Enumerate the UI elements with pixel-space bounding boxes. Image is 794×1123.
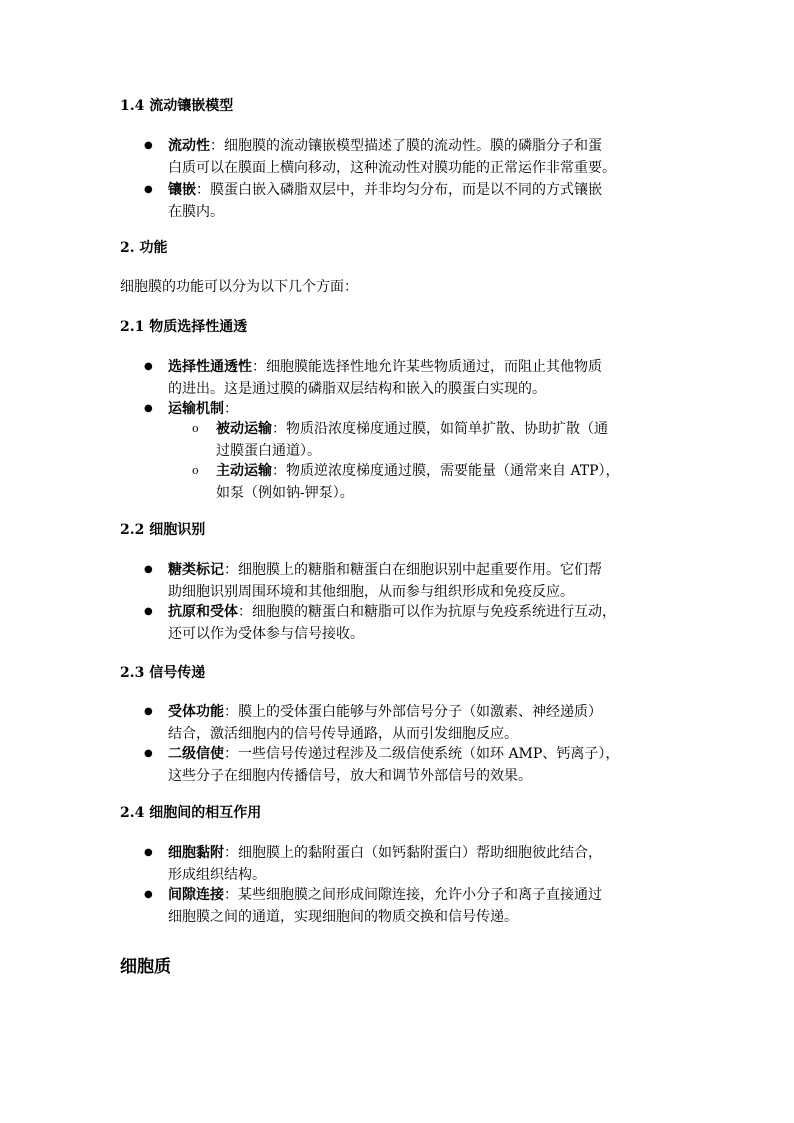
- list-item-term: 受体功能: [168, 704, 224, 720]
- sub-list-item-line: [216, 418, 706, 440]
- term-separator: ：: [252, 359, 266, 375]
- bullet-icon: ●: [144, 706, 153, 717]
- bullet-icon: ●: [144, 361, 153, 372]
- bullet-icon: ●: [144, 403, 153, 414]
- list-item-line: [168, 179, 698, 201]
- list-item-text: 细胞膜的糖蛋白和糖脂可以作为抗原与免疫系统进行互动，: [252, 604, 616, 620]
- sub-list-item-term: 被动运输: [216, 421, 272, 437]
- list-item: [168, 356, 698, 400]
- sub-list-item-text: 如泵（例如钠-钾泵）。: [216, 485, 354, 501]
- bullet-icon: ●: [144, 748, 153, 759]
- section-heading-2-1: 2.1 物质选择性通透: [120, 319, 248, 335]
- term-separator: ：: [238, 604, 252, 620]
- list-item-line: [168, 398, 698, 420]
- list-item: [168, 743, 698, 787]
- sub-bullet-icon: o: [192, 422, 199, 435]
- sub-list-item: [216, 460, 706, 504]
- list-item-term: 细胞黏附: [168, 845, 224, 861]
- term-separator: ：: [224, 746, 238, 762]
- bullet-icon: ●: [144, 140, 153, 151]
- list-item-text: 助细胞识别周围环境和其他细胞，从而参与组织形成和免疫反应。: [168, 584, 574, 600]
- list-item-text: 的进出。这是通过膜的磷脂双层结构和嵌入的膜蛋白实现的。: [168, 381, 546, 397]
- list-item-term: 二级信使: [168, 746, 224, 762]
- sub-list-item-text: 物质逆浓度梯度通过膜，需要能量（通常来自 ATP），: [286, 463, 620, 479]
- section-heading-2: 2. 功能: [120, 240, 168, 256]
- term-separator: ：: [224, 401, 238, 417]
- section-heading-1-4: 1.4 流动镶嵌模型: [120, 98, 234, 114]
- list-item-term: 流动性: [168, 138, 210, 154]
- list-item-term: 运输机制: [168, 401, 224, 417]
- list-item-term: 抗原和受体: [168, 604, 238, 620]
- list-item-term: 镶嵌: [168, 182, 196, 198]
- term-separator: ：: [224, 562, 238, 578]
- sub-list-item: [216, 418, 706, 462]
- list-item-text: 细胞膜上的糖脂和糖蛋白在细胞识别中起重要作用。它们帮: [238, 562, 602, 578]
- list-item-text: 一些信号传递过程涉及二级信使系统（如环 AMP、钙离子），: [238, 746, 620, 762]
- list-item-line: [168, 884, 698, 906]
- list-item-term: 糖类标记: [168, 562, 224, 578]
- list-item-line: [168, 701, 698, 723]
- bullet-icon: ●: [144, 184, 153, 195]
- sub-list-item-term: 主动运输: [216, 463, 272, 479]
- list-item-text: 形成组织结构。: [168, 867, 266, 883]
- sub-list-item-text: 物质沿浓度梯度通过膜，如简单扩散、协助扩散（通: [286, 421, 608, 437]
- bullet-icon: ●: [144, 564, 153, 575]
- list-item-line: [168, 559, 698, 581]
- section-heading-2-2: 2.2 细胞识别: [120, 522, 206, 538]
- list-item-text: 细胞膜能选择性地允许某些物质通过，而阻止其他物质: [266, 359, 602, 375]
- term-separator: ：: [224, 704, 238, 720]
- list-item-term: 选择性通透性: [168, 359, 252, 375]
- bullet-icon: ●: [144, 889, 153, 900]
- section-heading-2-3: 2.3 信号传递: [120, 665, 206, 681]
- section-heading-2-4: 2.4 细胞间的相互作用: [120, 805, 262, 821]
- list-item-text: 在膜内。: [168, 204, 224, 220]
- list-item: [168, 842, 698, 886]
- list-item: [168, 884, 698, 928]
- list-item-text: 膜上的受体蛋白能够与外部信号分子（如激素、神经递质）: [238, 704, 602, 720]
- term-separator: ：: [196, 182, 210, 198]
- sub-list-item-line: [216, 460, 706, 482]
- term-separator: ：: [272, 421, 286, 437]
- section-heading-cytoplasm: 细胞质: [120, 957, 171, 977]
- term-separator: ：: [224, 845, 238, 861]
- list-item-text: 白质可以在膜面上横向移动，这种流动性对膜功能的正常运作非常重要。: [168, 160, 616, 176]
- list-item-line: [168, 135, 698, 157]
- list-item-text: 某些细胞膜之间形成间隙连接，允许小分子和离子直接通过: [238, 887, 602, 903]
- list-item: [168, 601, 698, 645]
- list-item-text: 细胞膜之间的通道，实现细胞间的物质交换和信号传递。: [168, 909, 518, 925]
- list-item-term: 间隙连接: [168, 887, 224, 903]
- term-separator: ：: [224, 887, 238, 903]
- bullet-icon: ●: [144, 847, 153, 858]
- sub-list-item-text: 过膜蛋白通道）。: [216, 443, 321, 459]
- list-item: [168, 135, 698, 179]
- list-item-line: [168, 842, 698, 864]
- list-item-line: [168, 743, 698, 765]
- list-item-text: 细胞膜的流动镶嵌模型描述了膜的流动性。膜的磷脂分子和蛋: [224, 138, 602, 154]
- list-item: [168, 701, 698, 745]
- list-item-line: [168, 601, 698, 623]
- list-item-text: 这些分子在细胞内传播信号，放大和调节外部信号的效果。: [168, 768, 532, 784]
- list-item: [168, 398, 698, 420]
- intro-paragraph: 细胞膜的功能可以分为以下几个方面：: [120, 279, 358, 295]
- term-separator: ：: [210, 138, 224, 154]
- term-separator: ：: [272, 463, 286, 479]
- list-item-line: [168, 356, 698, 378]
- list-item: [168, 559, 698, 603]
- sub-bullet-icon: o: [192, 464, 199, 477]
- list-item: [168, 179, 698, 223]
- bullet-icon: ●: [144, 606, 153, 617]
- list-item-text: 细胞膜上的黏附蛋白（如钙黏附蛋白）帮助细胞彼此结合，: [238, 845, 602, 861]
- list-item-text: 还可以作为受体参与信号接收。: [168, 626, 364, 642]
- list-item-text: 膜蛋白嵌入磷脂双层中，并非均匀分布，而是以不同的方式镶嵌: [210, 182, 602, 198]
- list-item-text: 结合，激活细胞内的信号传导通路，从而引发细胞反应。: [168, 726, 518, 742]
